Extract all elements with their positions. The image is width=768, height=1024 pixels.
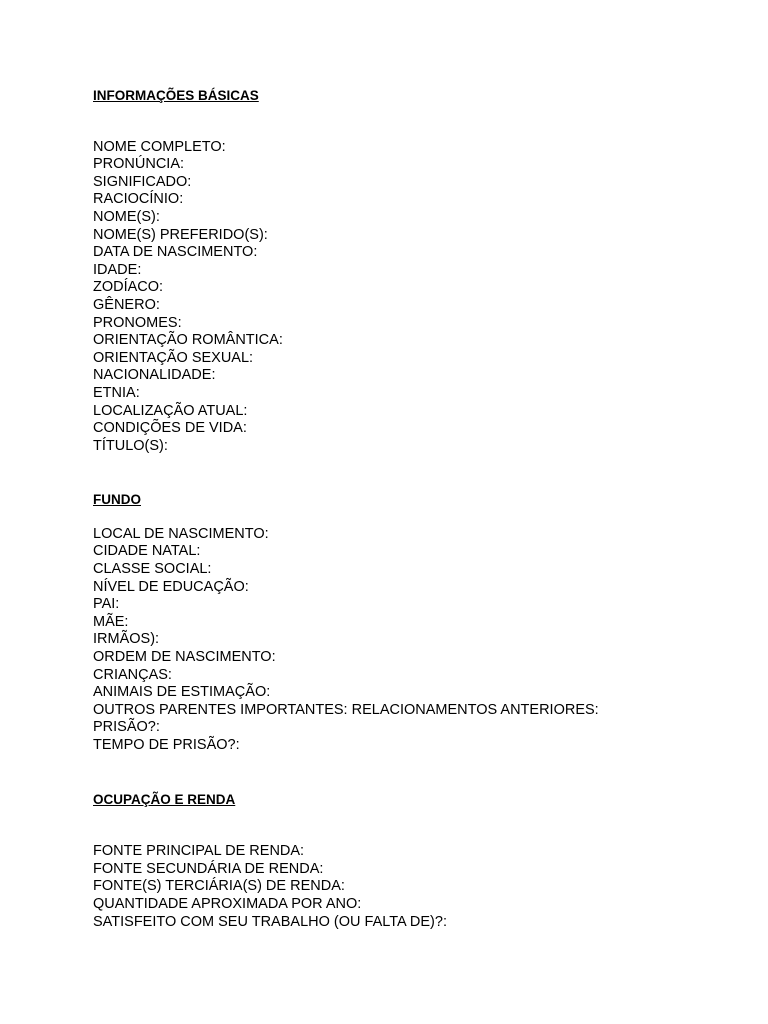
section-fields-occupation: [93, 843, 733, 931]
field-full-name: NOME COMPLETO:: [93, 138, 226, 155]
section-heading-background: FUNDO: [93, 492, 141, 508]
spacer: [93, 808, 733, 843]
field-reasoning: RACIOCÍNIO:: [93, 191, 184, 208]
field-hometown: CIDADE NATAL:: [93, 543, 201, 560]
field-social-class: CLASSE SOCIAL:: [93, 561, 212, 578]
field-titles: TÍTULO(S):: [93, 437, 168, 454]
field-gender: GÊNERO:: [93, 296, 160, 313]
field-current-location: LOCALIZAÇÃO ATUAL:: [93, 402, 248, 419]
section-heading-basic-info: INFORMAÇÕES BÁSICAS: [93, 88, 259, 103]
field-pronunciation: PRONÚNCIA:: [93, 156, 185, 173]
field-yearly-amount: QUANTIDADE APROXIMADA POR ANO:: [93, 895, 362, 912]
field-tertiary-income: FONTE(S) TERCIÁRIA(S) DE RENDA:: [93, 878, 345, 895]
field-primary-income: FONTE PRINCIPAL DE RENDA:: [93, 843, 305, 860]
field-nationality: NACIONALIDADE:: [93, 367, 216, 384]
field-age: IDADE:: [93, 261, 142, 278]
section-fields-background: [93, 526, 733, 755]
section-fields-basic-info: [93, 139, 733, 456]
field-children: CRIANÇAS:: [93, 666, 172, 683]
document-page: [93, 87, 733, 931]
field-birth-date: DATA DE NASCIMENTO:: [93, 244, 258, 261]
spacer: [93, 755, 733, 791]
field-ethnicity: ETNIA:: [93, 384, 140, 401]
section-heading-occupation: OCUPAÇÃO E RENDA: [93, 791, 236, 807]
field-prison-time: TEMPO DE PRISÃO?:: [93, 737, 240, 753]
field-education-level: NÍVEL DE EDUCAÇÃO:: [93, 578, 249, 595]
field-zodiac: ZODÍACO:: [93, 279, 164, 296]
field-birthplace: LOCAL DE NASCIMENTO:: [93, 525, 269, 542]
field-names: NOME(S):: [93, 208, 160, 225]
spacer: [93, 105, 733, 139]
field-job-satisfaction: SATISFEITO COM SEU TRABALHO (OU FALTA DE)?:: [93, 913, 447, 930]
field-birth-order: ORDEM DE NASCIMENTO:: [93, 649, 276, 666]
field-pronouns: PRONOMES:: [93, 314, 182, 331]
field-siblings: IRMÃOS):: [93, 631, 160, 648]
field-living-conditions: CONDIÇÕES DE VIDA:: [93, 420, 247, 437]
field-mother: MÃE:: [93, 613, 129, 630]
field-preferred-names: NOME(S) PREFERIDO(S):: [93, 226, 268, 243]
field-other-relatives: OUTROS PARENTES IMPORTANTES: RELACIONAMENTOS ANTERIORES:: [93, 701, 599, 718]
field-sexual-orientation: ORIENTAÇÃO SEXUAL:: [93, 349, 254, 366]
field-prison: PRISÃO?:: [93, 719, 160, 736]
field-meaning: SIGNIFICADO:: [93, 173, 192, 190]
spacer: [93, 455, 733, 491]
field-secondary-income: FONTE SECUNDÁRIA DE RENDA:: [93, 860, 324, 877]
field-pets: ANIMAIS DE ESTIMAÇÃO:: [93, 684, 271, 701]
spacer: [93, 509, 733, 526]
field-father: PAI:: [93, 596, 120, 613]
field-romantic-orientation: ORIENTAÇÃO ROMÂNTICA:: [93, 332, 283, 349]
